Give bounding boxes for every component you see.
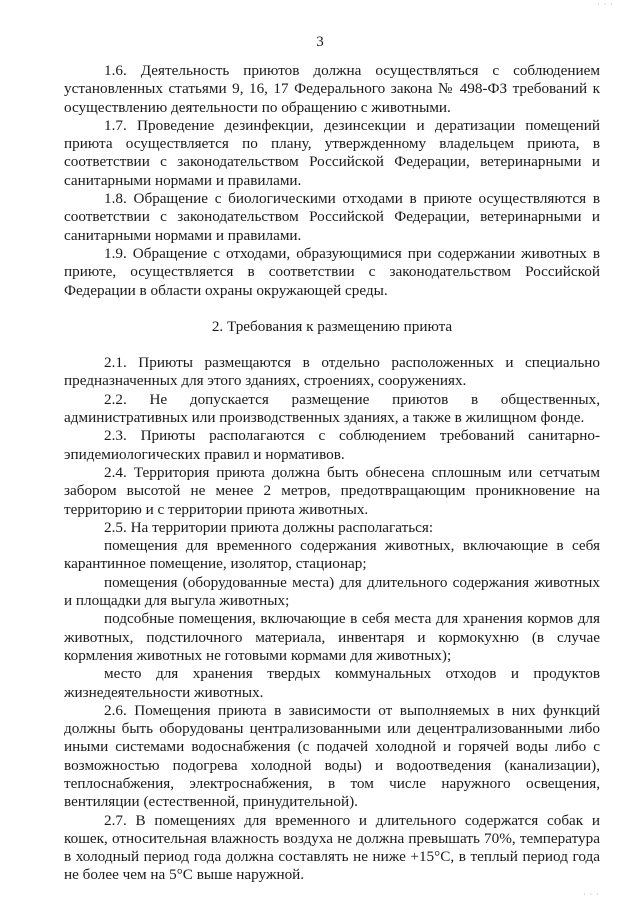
paragraph-1-6: 1.6. Деятельность приютов должна осуществляться с соблюдением установленных статьями 9, 16, 17 Федерального закона № 498-ФЗ требований к осуществлению деятельности по обращению с животными.	[64, 62, 600, 116]
paragraph-2-4: 2.4. Территория приюта должна быть обнесена сплошным или сетчатым забором высотой не менее 2 метров, предотвращающим проникновение на территорию и с территории приюта животных.	[64, 463, 600, 518]
paragraph-2-2: 2.2. Не допускается размещение приютов в общественных, административных или производственных зданиях, а также в жилищном фонде.	[64, 390, 600, 427]
paragraph-2-1: 2.1. Приюты размещаются в отдельно расположенных и специально предназначенных для этого зданиях, строениях, сооружениях.	[64, 354, 600, 390]
paragraph-1-9: 1.9. Обращение с отходами, образующимися при содержании животных в приюте, осуществляется в соответствии с законодательством Российской Федерации в области охраны окружающей среды.	[64, 244, 600, 299]
paragraph-2-7: 2.7. В помещениях для временного и длительного содержатся собак и кошек, относительная влажность воздуха не должна превышать 70%, температура в холодный период года должна составлять не ниже +15°C, в теплый период года не более чем на 5°C выше наружной.	[64, 811, 600, 884]
paragraph-1-8: 1.8. Обращение с биологическими отходами в приюте осуществляются в соответствии с законодательством Российской Федерации, ветеринарными и санитарными нормами и правилами.	[64, 190, 600, 244]
paragraph-1-7: 1.7. Проведение дезинфекции, дезинсекции и дератизации помещений приюта осуществляется по плану, утвержденному владельцем приюта, в соответствии с законодательством Российской Федерации, ветеринарными и санитарными нормами и правилами.	[64, 116, 600, 189]
list-item-long-term-premises: помещения (оборудованные места) для длительного содержания животных и площадки для выгула животных;	[64, 573, 600, 610]
list-item-waste-storage: место для хранения твердых коммунальных отходов и продуктов жизнедеятельности животных.	[64, 665, 600, 701]
paragraph-2-6: 2.6. Помещения приюта в зависимости от выполняемых в них функций должны быть оборудованы централизованными или децентрализованными либо иными системами водоснабжения (с подачей холодной и горячей воды либо с возможностью подогрева холодной воды) и водоотведения (канализации), теплоснабжения, электроснабжения, в том числе наружного освещения, вентиляции (естественной, принудительной).	[64, 701, 600, 811]
page-number: 3	[316, 34, 324, 50]
list-item-temporary-premises: помещения для временного содержания животных, включающие в себя карантинное помещение, изолятор, стационар;	[64, 537, 600, 573]
document-body	[64, 62, 600, 885]
scan-artifact-mark: · · ·	[583, 890, 600, 899]
paragraph-2-5: 2.5. На территории приюта должны располагаться:	[104, 518, 434, 536]
list-item-utility-premises: подсобные помещения, включающие в себя места для хранения кормов для животных, подстилочного материала, инвентаря и кормокухню (в случае кормления животных не готовыми кормами для животных);	[64, 610, 600, 664]
scan-artifact-mark: · · ·	[597, 0, 614, 9]
section-heading: 2. Требования к размещению приюта	[211, 317, 453, 335]
paragraph-2-3: 2.3. Приюты располагаются с соблюдением требований санитарно-эпидемиологических правил и нормативов.	[64, 427, 600, 463]
